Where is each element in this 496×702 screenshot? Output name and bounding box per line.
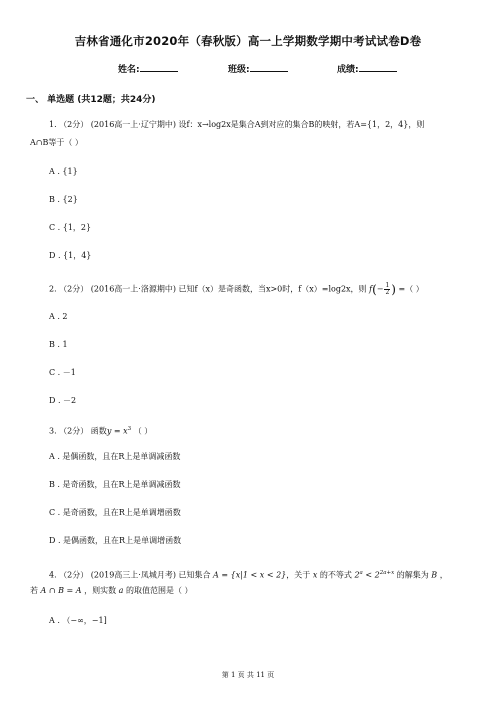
q2-minus: − xyxy=(376,284,384,294)
class-field xyxy=(228,62,288,75)
page-title: 吉林省通化市2020年（春秋版）高一上学期数学期中考试试卷D卷 xyxy=(74,34,422,48)
q4-set-a: A = {x|1 < x < 2} xyxy=(213,570,287,580)
q2-option-b: B . 1 xyxy=(49,340,68,349)
q3-option-b: B . 是奇函数，且在R上是单调减函数 xyxy=(49,480,181,489)
q2-option-a: A . 2 xyxy=(49,312,68,321)
q4-mid3: 的解集为 xyxy=(396,570,429,580)
name-field xyxy=(118,62,178,75)
q4-stem-line2 xyxy=(30,586,193,596)
q4-end1: ， xyxy=(439,570,448,580)
q4-line2-prefix: 若 xyxy=(30,586,38,595)
q1-option-b: B . {2} xyxy=(49,195,78,204)
q3-formula: y = x xyxy=(106,426,128,436)
q1-option-a: A . {1} xyxy=(49,167,78,176)
q4-set-b: B xyxy=(431,570,438,580)
q2-paren-open: ( xyxy=(372,282,377,297)
q4-prefix: 4. （2分） (2019高三上·凤城月考) 已知集合 xyxy=(49,570,211,580)
q2-option-c: C . －1 xyxy=(49,368,76,377)
q4-option-a: A . （−∞，−1] xyxy=(49,616,107,625)
page-footer: 第 1 页 共 11 页 xyxy=(221,671,275,679)
q4-var-a: a xyxy=(118,586,124,595)
q4-line2-suffix: 的取值范围是（ ） xyxy=(125,586,193,595)
q3-option-a: A . 是偶函数，且在R上是单调减函数 xyxy=(49,452,181,461)
q2-paren-close: ) xyxy=(391,282,396,297)
q3-option-c: C . 是奇函数，且在R上是单调增函数 xyxy=(49,508,181,517)
q2-option-d: D . －2 xyxy=(49,396,77,405)
q4-mid2: 的不等式 xyxy=(319,570,352,580)
q3-stem xyxy=(49,424,152,437)
q1-option-c: C . {1，2} xyxy=(49,223,92,232)
q4-ineq-lt: < xyxy=(362,570,375,580)
section-heading: 一、 单选题 (共12题；共24分) xyxy=(26,95,156,105)
q4-ineq-base2: 2 xyxy=(374,570,380,580)
q2-prefix: 2. （2分） (2016高一上·洛源期中) 已知f（x）是奇函数，当x>0时，f（x）=log2x，则 xyxy=(49,284,367,294)
class-blank xyxy=(250,63,288,72)
q3-option-d: D . 是偶函数，且在R上是单调增函数 xyxy=(49,536,182,545)
q2-stem xyxy=(49,283,424,296)
q4-var-x: x xyxy=(312,570,318,580)
q1-stem-line2: A∩B等于（ ） xyxy=(30,138,83,147)
name-label: 姓名: xyxy=(118,65,140,75)
q2-suffix: =（ ） xyxy=(398,284,424,294)
q4-ineq-exp1: a xyxy=(359,570,363,576)
q2-fraction xyxy=(384,283,390,296)
q2-fraction-den: 2 xyxy=(385,289,390,296)
score-label: 成绩: xyxy=(337,65,359,75)
name-blank xyxy=(140,63,178,72)
class-label: 班级: xyxy=(228,65,250,75)
q1-stem-line1: 1. （2分） (2016高一上·辽宁期中) 设f：x→log2x是集合A到对应的集合B的映射，若A={1，2，4}，则 xyxy=(49,120,425,129)
q3-exponent: 3 xyxy=(127,426,132,432)
q3-prefix: 3. （2分） 函数 xyxy=(49,426,107,436)
q2-fraction-num: 1 xyxy=(385,282,390,289)
q4-line2-mid: ，则实数 xyxy=(84,586,117,595)
q4-mid: ，关于 xyxy=(286,570,311,580)
q4-condition: A ∩ B = A xyxy=(40,586,82,595)
score-field xyxy=(337,62,397,75)
score-blank xyxy=(359,63,397,72)
q2-function: f xyxy=(369,284,373,294)
q3-suffix: （ ） xyxy=(133,426,153,436)
q4-ineq-base1: 2 xyxy=(354,570,360,580)
q1-option-d: D . {1，4} xyxy=(49,251,92,260)
q4-ineq-exp2: 2a+x xyxy=(379,570,395,576)
q4-stem-line1 xyxy=(49,568,448,581)
